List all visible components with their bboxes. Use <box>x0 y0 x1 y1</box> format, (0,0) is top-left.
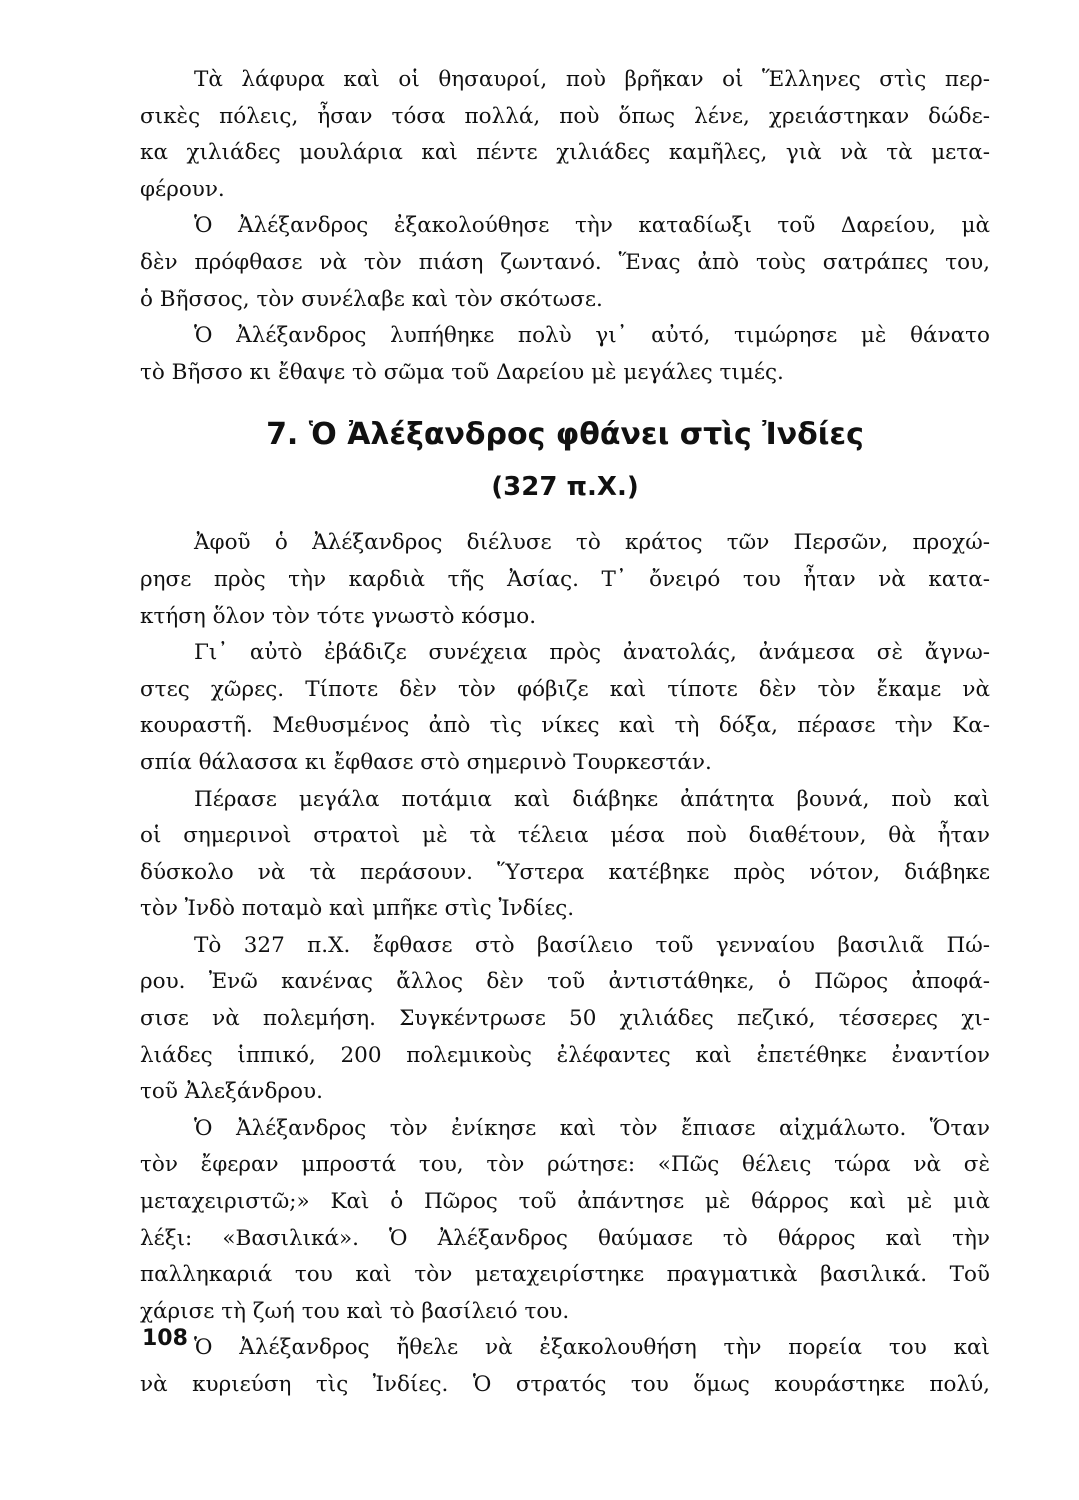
section-date: (327 π.Χ.) <box>491 472 639 503</box>
paragraph <box>140 782 990 928</box>
text-line: σισε νὰ πολεμήση. Συγκέντρωσε 50 χιλιάδες πεζικό, τέσσερες χι- <box>140 1006 990 1032</box>
paragraph <box>140 208 990 318</box>
paragraph <box>140 525 990 635</box>
text-line: παλληκαριά του καὶ τὸν μεταχειρίστηκε πραγματικὰ βασιλικά. Τοῦ <box>140 1262 990 1288</box>
text-line: φέρουν. <box>140 176 225 202</box>
text-line: κουραστῆ. Μεθυσμένος ἀπὸ τὶς νίκες καὶ τὴ δόξα, πέρασε τὴν Κα- <box>140 713 990 739</box>
text-line: δύσκολο νὰ τὰ περάσουν. Ὕστερα κατέβηκε πρὸς νότον, διάβηκε <box>140 859 990 885</box>
text-line: Ὁ Ἀλέξανδρος ἐξακολούθησε τὴν καταδίωξι τοῦ Δαρείου, μὰ <box>194 213 990 239</box>
text-line: δὲν πρόφθασε νὰ τὸν πιάση ζωντανό. Ἕνας ἀπὸ τοὺς σατράπες του, <box>140 249 990 275</box>
text-line: τὸν Ἰνδὸ ποταμὸ καὶ μπῆκε στὶς Ἰνδίες. <box>140 896 575 922</box>
page-number: 108 <box>142 1326 188 1351</box>
text-line: νὰ κυριεύση τὶς Ἰνδίες. Ὁ στρατός του ὅμως κουράστηκε πολύ, <box>140 1372 990 1397</box>
text-line: ρου. Ἐνῶ κανένας ἄλλος δὲν τοῦ ἀντιστάθηκε, ὁ Πῶρος ἀποφά- <box>140 969 990 995</box>
text-line: λέξι: «Βασιλικά». Ὁ Ἀλέξανδρος θαύμασε τὸ θάρρος καὶ τὴν <box>140 1225 990 1251</box>
text-line: ρησε πρὸς τὴν καρδιὰ τῆς Ἀσίας. Τ᾽ ὄνειρό του ἦταν νὰ κατα- <box>140 566 990 592</box>
text-line: σικὲς πόλεις, ἦσαν τόσα πολλά, ποὺ ὅπως λένε, χρειάστηκαν δώδε- <box>140 103 990 129</box>
paragraph <box>140 318 990 391</box>
text-line: τὸν ἔφεραν μπροστά του, τὸν ρώτησε: «Πῶς θέλεις τώρα νὰ σὲ <box>140 1152 990 1178</box>
page-content <box>140 62 990 1404</box>
paragraph <box>140 62 990 208</box>
text-line: τὸ Βῆσσο κι ἔθαψε τὸ σῶμα τοῦ Δαρείου μὲ μεγάλες τιμές. <box>140 359 784 385</box>
text-line: οἱ σημερινοὶ στρατοὶ μὲ τὰ τέλεια μέσα ποὺ διαθέτουν, θὰ ἦταν <box>140 823 990 849</box>
text-line: χάρισε τὴ ζωή του καὶ τὸ βασίλειό του. <box>140 1298 570 1324</box>
paragraph <box>140 928 990 1111</box>
text-line: σπία θάλασσα κι ἔφθασε στὸ σημερινὸ Τουρκεστάν. <box>140 749 712 775</box>
text-line: Πέρασε μεγάλα ποτάμια καὶ διάβηκε ἀπάτητα βουνά, ποὺ καὶ <box>194 786 990 812</box>
section-title: 7. Ὁ Ἀλέξανδρος φθάνει στὶς Ἰνδίες <box>266 417 864 453</box>
paragraph <box>140 1111 990 1331</box>
text-line: Ὁ Ἀλέξανδρος ἤθελε νὰ ἐξακολουθήση τὴν πορεία του καὶ <box>194 1335 990 1361</box>
paragraph <box>140 635 990 781</box>
text-line: στες χῶρες. Τίποτε δὲν τὸν φόβιζε καὶ τίποτε δὲν τὸν ἔκαμε νὰ <box>140 676 990 702</box>
text-line: τοῦ Ἀλεξάνδρου. <box>140 1079 323 1105</box>
text-line: ὁ Βῆσσος, τὸν συνέλαβε καὶ τὸν σκότωσε. <box>140 286 603 312</box>
text-line: Ὁ Ἀλέξανδρος λυπήθηκε πολὺ γι᾽ αὐτό, τιμώρησε μὲ θάνατο <box>194 323 990 349</box>
text-line: Γι᾽ αὐτὸ ἐβάδιζε συνέχεια πρὸς ἀνατολάς, ἀνάμεσα σὲ ἄγνω- <box>194 640 990 666</box>
text-line: μεταχειριστῶ;» Καὶ ὁ Πῶρος τοῦ ἀπάντησε μὲ θάρρος καὶ μὲ μιὰ <box>140 1189 990 1215</box>
paragraph <box>140 1330 990 1403</box>
text-line: κτήση ὅλον τὸν τότε γνωστὸ κόσμο. <box>140 603 537 629</box>
text-line: λιάδες ἱππικό, 200 πολεμικοὺς ἐλέφαντες καὶ ἐπετέθηκε ἐναντίον <box>140 1042 990 1068</box>
text-line: κα χιλιάδες μουλάρια καὶ πέντε χιλιάδες καμῆλες, γιὰ νὰ τὰ μετα- <box>140 140 990 166</box>
text-line: Τὰ λάφυρα καὶ οἱ θησαυροί, ποὺ βρῆκαν οἱ Ἕλληνες στὶς περ- <box>194 67 990 92</box>
text-line: Τὸ 327 π.Χ. ἔφθασε στὸ βασίλειο τοῦ γενναίου βασιλιᾶ Πώ- <box>194 932 990 958</box>
text-line: Ὁ Ἀλέξανδρος τὸν ἐνίκησε καὶ τὸν ἔπιασε αἰχμάλωτο. Ὅταν <box>194 1115 990 1141</box>
text-line: Ἀφοῦ ὁ Ἀλέξανδρος διέλυσε τὸ κράτος τῶν Περσῶν, προχώ- <box>194 530 990 556</box>
